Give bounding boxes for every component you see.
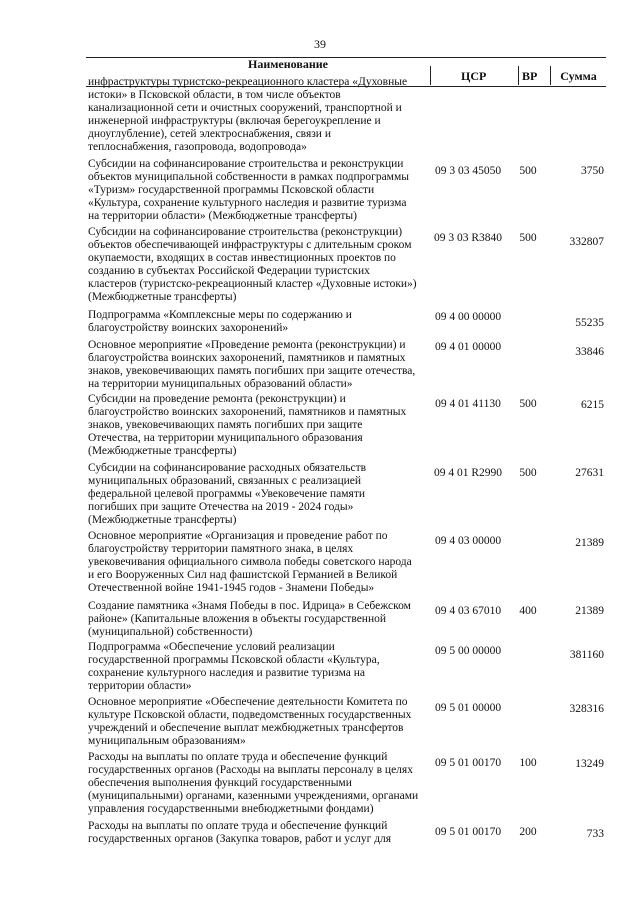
row-vr: 500 (519, 165, 537, 177)
header-csr: ЦСР (461, 69, 487, 83)
row-name: Основное мероприятие «Обеспечение деятельности Комитета по культуре Псковской области, подведомственных государственных учреждений и обеспечение выплат межбюджетных трансфертов муниципальным образованиям» (88, 696, 412, 747)
row-csr: 09 4 01 R2990 (433, 467, 503, 479)
row-name: Подпрограмма «Комплексные меры по содержанию и благоустройству воинских захоронений» (88, 309, 352, 334)
header-vr: ВР (522, 69, 538, 83)
row-vr: 500 (519, 232, 537, 244)
row-sum: 328316 (569, 703, 604, 715)
row-csr: 09 4 03 67010 (434, 605, 502, 617)
row-name: Создание памятника «Знамя Победы в пос. Идрица» в Себежском районе» (Капитальные вложения в объекты государственной (муниципальной) собственности) (88, 600, 411, 638)
row-sum: 332807 (569, 236, 604, 248)
row-csr: 09 4 03 00000 (434, 535, 502, 547)
row-sum: 6215 (581, 399, 604, 411)
row-name: Основное мероприятие «Организация и проведение работ по благоустройству территории памятного знака, в целях увековечивания официального символа победы советского народа и его Вооруженных Сил над фашистской Германией в Великой Отечественной войне 1941-1945 годов - Знамени Победы» (88, 530, 412, 594)
page-number: 39 (314, 37, 326, 51)
row-vr: 100 (519, 757, 537, 769)
row-name: Подпрограмма «Обеспечение условий реализации государственной программы Псковской области «Культура, сохранение культурного наследия и развитие туризма на территории области» (88, 641, 380, 692)
row-name: Основное мероприятие «Проведение ремонта (реконструкции) и благоустройства воинских захоронений, памятников и памятных знаков, увековечивающих память погибших при защите отечества, на территории муниципальных образований области» (88, 339, 416, 390)
row-name: Субсидии на софинансирование расходных обязательств муниципальных образований, связанных с реализацией федеральной целевой программы «Увековечение памяти погибших при защите Отечества на 2019 - 2024 годы» (Межбюджетные трансферты) (88, 462, 367, 526)
row-sum: 27631 (575, 467, 604, 479)
row-vr: 500 (519, 398, 537, 410)
row-vr: 200 (519, 826, 537, 838)
row-name: Расходы на выплаты по оплате труда и обеспечение функций государственных органов (Закупка товаров, работ и услуг для (88, 820, 392, 845)
row-csr: 09 5 01 00170 (434, 826, 502, 838)
row-sum: 13249 (575, 758, 604, 770)
row-sum: 33846 (575, 346, 604, 358)
row-sum: 21389 (575, 537, 604, 549)
row-name: инфраструктуры туристско-рекреационного кластера «Духовные истоки» в Псковской области, в том числе объектов канализационной сети и очистных сооружений, транспортной и инженерной инфраструктуры (включая берегоукрепление и дноуглубление), сетей электроснабжения, связи и теплоснабжения, газопровода, водопровода» (88, 76, 408, 153)
row-csr: 09 5 01 00170 (434, 757, 502, 769)
row-csr: 09 5 01 00000 (434, 702, 502, 714)
row-name: Субсидии на софинансирование строительства (реконструкции) объектов обеспечивающей инфраструктуры с длительным сроком окупаемости, входящих в состав инвестиционных проектов по созданию в субъектах Российской Федерации туристских кластеров (туристско-рекреационный кластер «Духовные истоки») (Межбюджетные трансферты) (88, 226, 417, 303)
row-vr: 500 (519, 467, 537, 479)
row-csr: 09 4 00 00000 (434, 311, 502, 323)
header-sum: Сумма (560, 69, 597, 83)
row-csr: 09 3 03 45050 (434, 165, 502, 177)
row-sum: 3750 (581, 165, 604, 177)
header-name: Наименование (248, 57, 328, 71)
row-csr: 09 5 00 00000 (434, 645, 502, 657)
row-name: Расходы на выплаты по оплате труда и обеспечение функций государственных органов (Расходы на выплаты персоналу в целях обеспечения выполнения функций государственными (муниципальными) органами, казенными учреждениями, органами управления государственными внебюджетными фондами) (88, 751, 419, 815)
row-vr: 400 (519, 605, 537, 617)
row-sum: 381160 (569, 649, 604, 661)
column-divider (430, 66, 431, 85)
row-name: Субсидии на софинансирование строительства и реконструкции объектов муниципальной собственности в рамках подпрограммы «Туризм» государственной программы Псковской области «Культура, сохранение культурного наследия и развитие туризма на территории области» (Межбюджетные трансферты) (88, 158, 409, 222)
row-sum: 21389 (575, 605, 604, 617)
column-divider (518, 66, 519, 85)
row-name: Субсидии на проведение ремонта (реконструкции) и благоустройство воинских захоронений, памятников и памятных знаков, увековечивающих память погибших при защите Отечества, на территории муниципального образования (Межбюджетные трансферты) (88, 393, 407, 457)
row-sum: 733 (586, 828, 604, 840)
row-csr: 09 4 01 00000 (434, 341, 502, 353)
row-csr: 09 3 03 R3840 (433, 232, 503, 244)
row-csr: 09 4 01 41130 (435, 398, 501, 410)
row-sum: 55235 (575, 317, 604, 329)
column-divider (550, 66, 551, 85)
